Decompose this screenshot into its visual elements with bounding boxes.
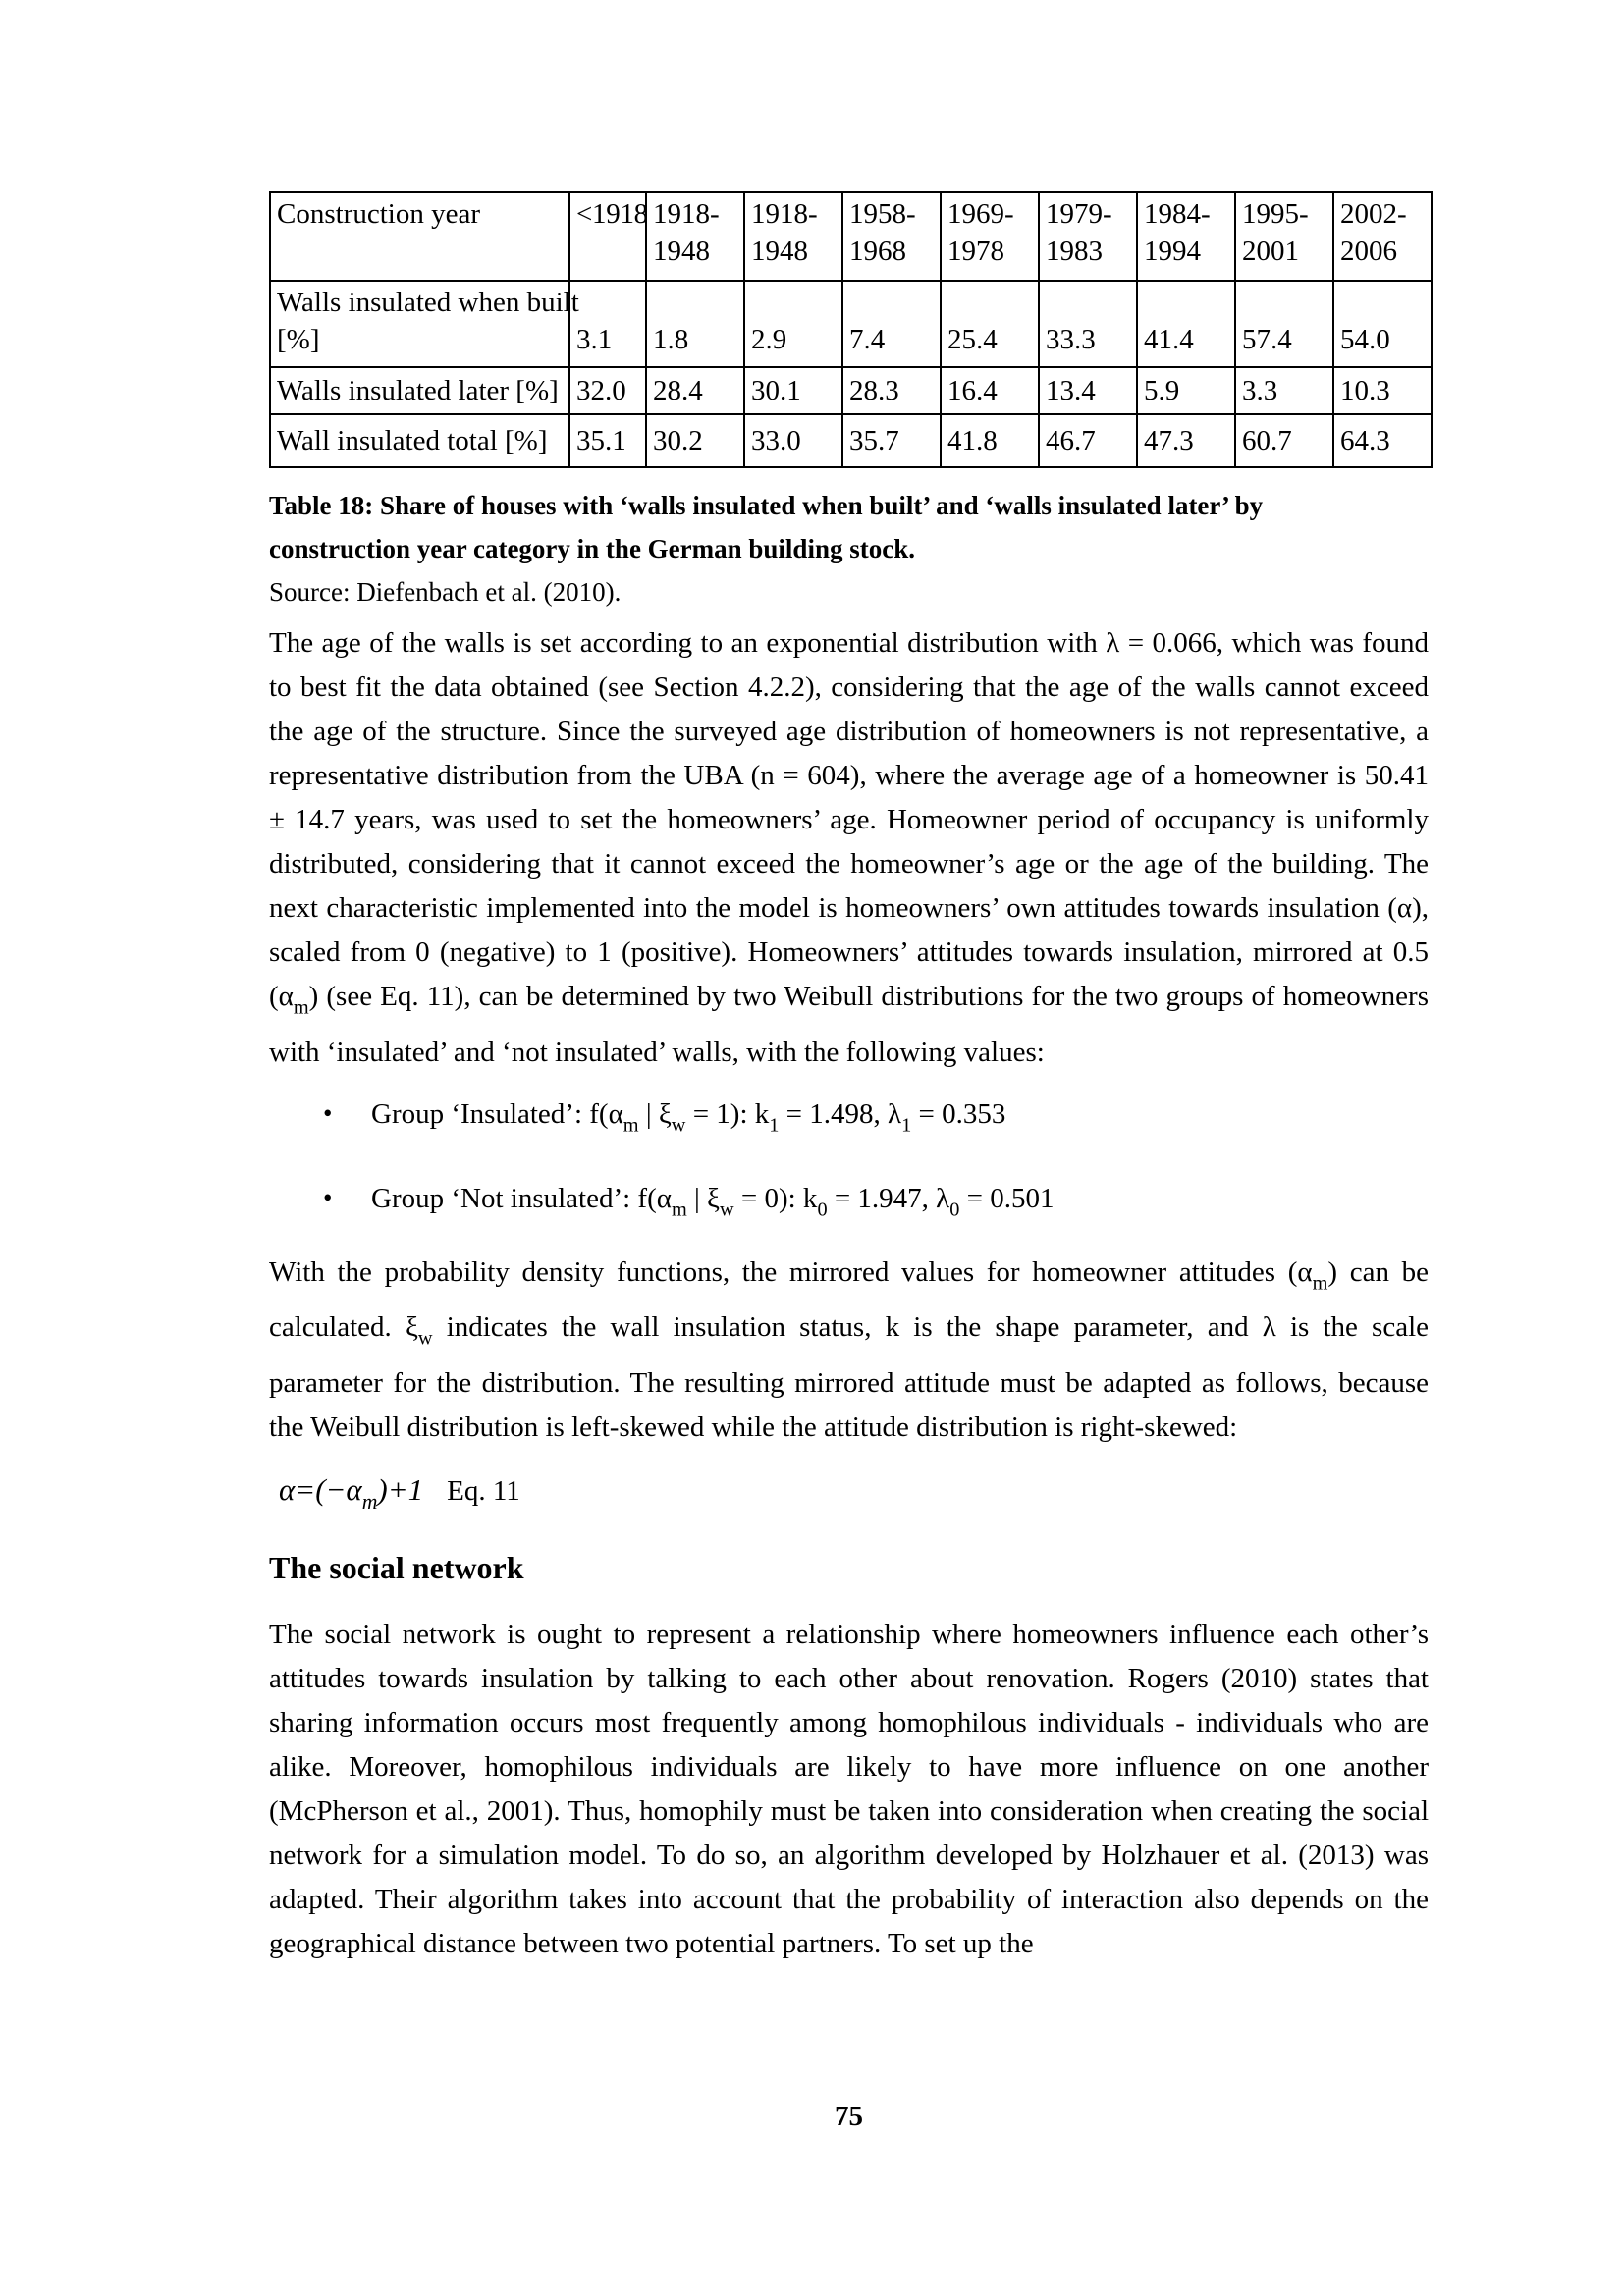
- list-item-not-insulated: [269, 1177, 1429, 1233]
- table-row: [270, 367, 1432, 414]
- paragraph-social-network: The social network is ought to represent a relationship where homeowners influence each other’s attitudes towards insulation by talking to each other about renovation. Rogers (2010) states that sharing information occurs most frequently among homophilous individuals - individuals who are alike. Moreover, homophilous individuals are likely to have more influence on one another (McPherson et al., 2001). Thus, homophily must be taken into consideration when creating the social network for a simulation model. To do so, an algorithm developed by Holzhauer et al. (2013) was adapted. Their algorithm takes into account that the probability of interaction also depends on the geographical distance between two potential partners. To set up the: [269, 1618, 1429, 1959]
- table-cell: 41.4: [1137, 281, 1235, 367]
- table-cell: 7.4: [842, 281, 941, 367]
- table-cell: 5.9: [1137, 367, 1235, 414]
- table-cell: 41.8: [941, 414, 1039, 467]
- equation-label: Eq. 11: [447, 1474, 520, 1507]
- table-cell: 3.3: [1235, 367, 1333, 414]
- table-cell: 28.4: [646, 367, 744, 414]
- table-cell: 54.0: [1333, 281, 1432, 367]
- table-cell: 33.3: [1039, 281, 1137, 367]
- table-cell: 2.9: [744, 281, 842, 367]
- table-cell: 64.3: [1333, 414, 1432, 467]
- table-cell: 25.4: [941, 281, 1039, 367]
- bullet-icon: •: [323, 1183, 333, 1213]
- table-cell: 47.3: [1137, 414, 1235, 467]
- section-heading: The social network: [269, 1549, 524, 1585]
- paragraph-wall-age: The age of the walls is set according to an exponential distribution with λ = 0.066, which was found to best fit the data obtained (see Section 4.2.2), considering that the age of the walls cannot exceed the age of the structure. Since the surveyed age distribution of homeowners is not representative, a representative distribution from the UBA (n = 604), where the average age of a homeowner is 50.41 ± 14.7 years, was used to set the homeowners’ age. Homeowner period of occupancy is uniformly distributed, considering that it cannot exceed the homeowner’s age or the age of the building. The next characteristic implemented into the model is homeowners’ own attitudes towards insulation (α), scaled from 0 (negative) to 1 (positive). Homeowners’ attitudes towards insulation, mirrored at 0.5 $(\alpha_m)$ (see Eq. 11), can be determined by two Weibull distributions for the two groups of homeowners with ‘insulated’ and ‘not insulated’ walls, with the following values:: [269, 627, 1429, 1068]
- table-col-header: 1958-1968: [842, 192, 941, 281]
- table-cell: 28.3: [842, 367, 941, 414]
- table-cell: 60.7: [1235, 414, 1333, 467]
- table-col-header: 2002-2006: [1333, 192, 1432, 281]
- table-cell: 16.4: [941, 367, 1039, 414]
- table-col-header: 1979-1983: [1039, 192, 1137, 281]
- row-label: Walls insulated later [%]: [270, 367, 569, 414]
- row-label: Wall insulated total [%]: [270, 414, 569, 467]
- table-cell: 33.0: [744, 414, 842, 467]
- equation: [269, 1469, 1429, 1522]
- table-cell: 1.8: [646, 281, 744, 367]
- table-col-header: 1918-1948: [646, 192, 744, 281]
- table-col-header: 1984-1994: [1137, 192, 1235, 281]
- table-cell: 35.1: [569, 414, 646, 467]
- caption-line: construction year category in the German building stock.: [269, 534, 915, 563]
- equation-formula: $\alpha=(-\alpha_m)+1$: [279, 1471, 424, 1514]
- table-cell: 35.7: [842, 414, 941, 467]
- caption-line: Table 18: Share of houses with ‘walls insulated when built’ and ‘walls insulated later’ by: [269, 491, 1264, 520]
- table-cell: 46.7: [1039, 414, 1137, 467]
- table-cell: 10.3: [1333, 367, 1432, 414]
- table-caption: [269, 484, 1429, 570]
- bullet-list: [269, 1093, 1429, 1233]
- bullet-icon: •: [323, 1097, 333, 1128]
- list-item-insulated: [269, 1093, 1429, 1148]
- page-number: 75: [835, 2101, 863, 2132]
- paragraph-pdf: With the probability density functions, the mirrored values for homeowner attitudes $(\alpha_m)$ can be calculated. $\xi_w$ indicates the wall insulation status, k is the shape parameter, and λ is the scale parameter for the distribution. The resulting mirrored attitude must be adapted as follows, because the Weibull distribution is left-skewed while the attitude distribution is right-skewed:: [269, 1255, 1429, 1443]
- table-row: [270, 281, 1432, 367]
- list-item-text: Group ‘Insulated’: $f(\alpha_m$ | $\xi_w = 1$): $k_1 = 1.498$, $\lambda_1 = 0.353$: [371, 1097, 1006, 1137]
- row-label: Walls insulated when built [%]: [270, 281, 569, 367]
- table-col-header: 1969-1978: [941, 192, 1039, 281]
- table-cell: 30.1: [744, 367, 842, 414]
- list-item-text: Group ‘Not insulated’: $f(\alpha_m$ | $\xi_w = 0$): $k_0 = 1.947$, $\lambda_0 = 0.501$: [371, 1183, 1055, 1221]
- table-col-header: <1918: [569, 192, 646, 281]
- table-col-header: 1918-1948: [744, 192, 842, 281]
- table-row: [270, 414, 1432, 467]
- table-col-header: 1995-2001: [1235, 192, 1333, 281]
- table-cell: 32.0: [569, 367, 646, 414]
- table-cell: 13.4: [1039, 367, 1137, 414]
- insulation-share-table: [269, 191, 1433, 468]
- page-content: [269, 191, 1429, 1966]
- table-header-row: [270, 192, 1432, 281]
- table-cell: 30.2: [646, 414, 744, 467]
- table-cell: 57.4: [1235, 281, 1333, 367]
- table-cell: 3.1: [569, 281, 646, 367]
- table-source: Source: Diefenbach et al. (2010).: [269, 577, 622, 607]
- table-corner-label: Construction year: [270, 192, 569, 281]
